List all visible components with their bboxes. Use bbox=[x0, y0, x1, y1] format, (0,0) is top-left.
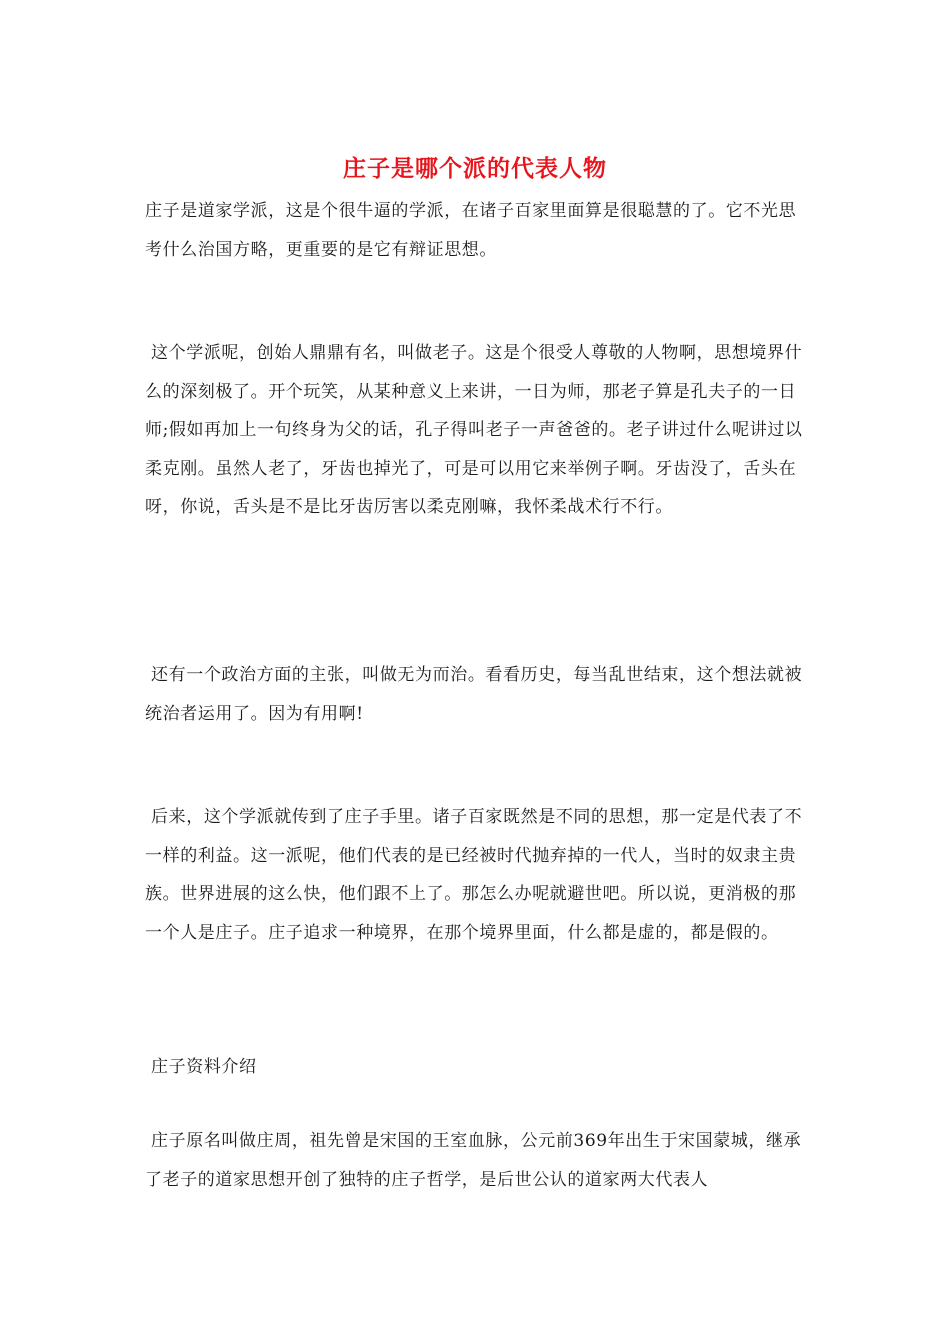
paragraph-laozi: 这个学派呢，创始人鼎鼎有名，叫做老子。这是个很受人尊敬的人物啊，思想境界什么的深刻极了。开个玩笑，从某种意义上来讲，一日为师，那老子算是孔夫子的一日师;假如再加上一句终身为父的话，孔子得叫老子一声爸爸的。老子讲过什么呢讲过以柔克刚。虽然人老了，牙齿也掉光了，可是可以用它来举例子啊。牙齿没了，舌头在呀，你说，舌头是不是比牙齿厉害以柔克刚嘛，我怀柔战术行不行。 bbox=[145, 343, 803, 517]
paragraph-zhuangzi: 后来，这个学派就传到了庄子手里。诸子百家既然是不同的思想，那一定是代表了不一样的利益。这一派呢，他们代表的是已经被时代抛弃掉的一代人，当时的奴隶主贵族。世界进展的这么快，他们跟不上了。那怎么办呢就避世吧。所以说，更消极的那一个人是庄子。庄子追求一种境界，在那个境界里面，什么都是虚的，都是假的。 bbox=[145, 807, 803, 943]
page-title: 庄子是哪个派的代表人物 bbox=[343, 155, 607, 182]
paragraph-wuwei: 还有一个政治方面的主张，叫做无为而治。看看历史，每当乱世结束，这个想法就被统治者运用了。因为有用啊! bbox=[145, 665, 803, 724]
paragraph-biography: 庄子原名叫做庄周，祖先曾是宋国的王室血脉，公元前369年出生于宋国蒙城，继承了老子的道家思想开创了独特的庄子哲学，是后世公认的道家两大代表人 bbox=[145, 1131, 802, 1190]
section-heading-intro: 庄子资料介绍 bbox=[145, 1057, 257, 1077]
paragraph-intro: 庄子是道家学派，这是个很牛逼的学派，在诸子百家里面算是很聪慧的了。它不光思考什么治国方略，更重要的是它有辩证思想。 bbox=[145, 201, 797, 260]
